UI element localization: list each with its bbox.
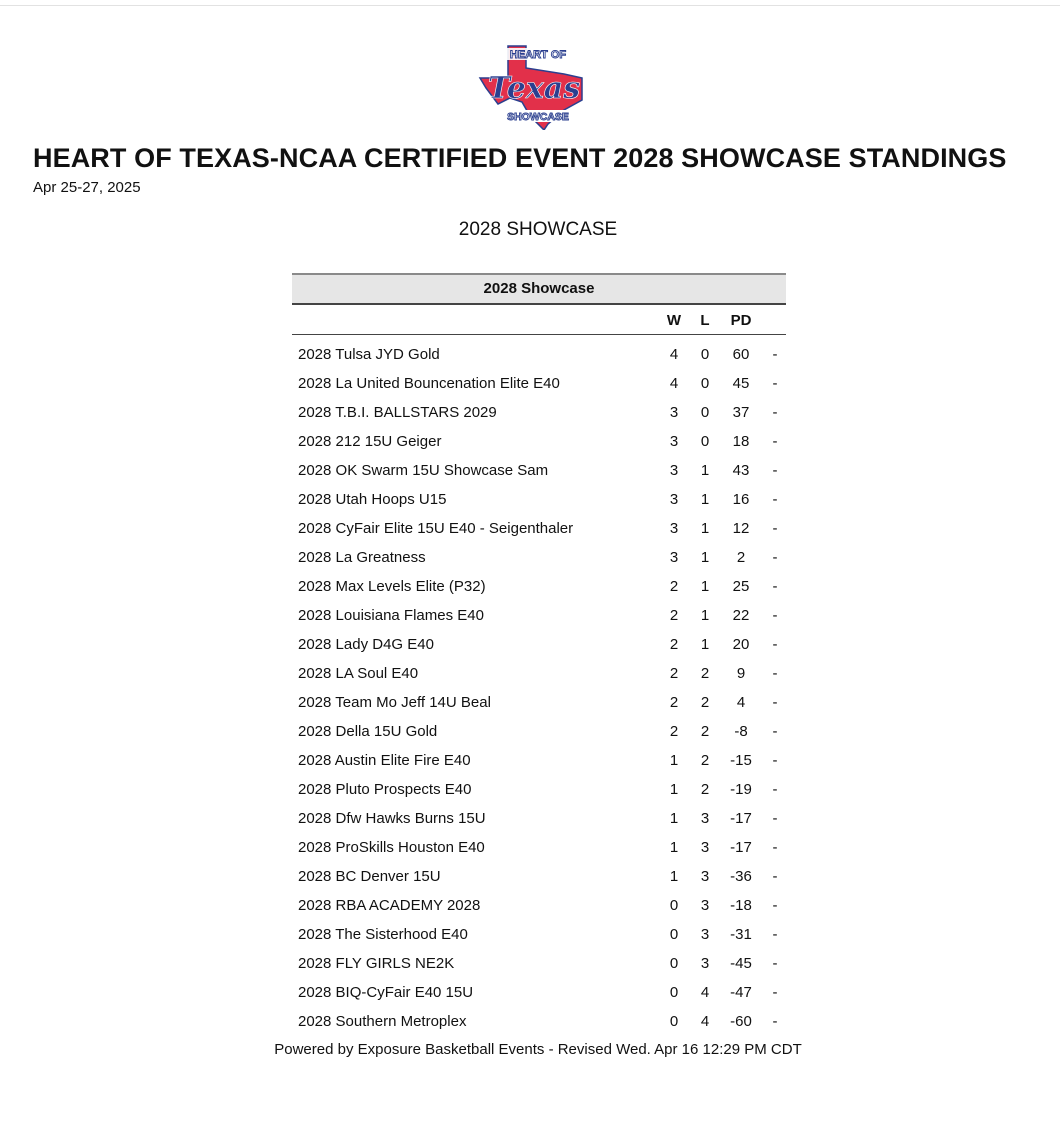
team-name: 2028 Southern Metroplex: [298, 1013, 467, 1030]
losses-cell: 1: [700, 578, 710, 595]
wins-cell: 1: [669, 868, 679, 885]
losses-cell: 1: [700, 549, 710, 566]
team-name: 2028 La United Bouncenation Elite E40: [298, 375, 560, 392]
team-name: 2028 Della 15U Gold: [298, 723, 438, 740]
point-diff-cell: -19: [730, 781, 752, 798]
table-row: [292, 977, 786, 1006]
team-name: 2028 LA Soul E40: [298, 665, 419, 682]
team-name: 2028 Louisiana Flames E40: [298, 607, 484, 624]
losses-cell: 2: [700, 723, 710, 740]
team-name: 2028 The Sisterhood E40: [298, 926, 468, 943]
point-diff-cell: 4: [736, 694, 746, 711]
wins-cell: 3: [669, 491, 679, 508]
point-diff-cell: 12: [732, 520, 750, 537]
column-headers: [292, 305, 786, 335]
logo-top-text: HEART OF: [509, 49, 567, 61]
division-heading: 2028 SHOWCASE: [458, 219, 618, 240]
point-diff-cell: 37: [732, 404, 750, 421]
wins-cell: 2: [669, 665, 679, 682]
col-header-l: L: [700, 312, 710, 329]
point-diff-cell: -15: [730, 752, 752, 769]
table-row: [292, 484, 786, 513]
table-row: [292, 774, 786, 803]
point-diff-cell: 60: [732, 346, 750, 363]
team-name: 2028 212 15U Geiger: [298, 433, 442, 450]
extra-cell: -: [772, 810, 778, 827]
extra-cell: -: [772, 897, 778, 914]
extra-cell: -: [772, 868, 778, 885]
wins-cell: 2: [669, 578, 679, 595]
extra-cell: -: [772, 607, 778, 624]
table-row: [292, 542, 786, 571]
heart-of-texas-logo: [478, 44, 588, 130]
table-row: [292, 919, 786, 948]
group-title: 2028 Showcase: [292, 273, 786, 305]
extra-cell: -: [772, 636, 778, 653]
wins-cell: 2: [669, 607, 679, 624]
extra-cell: -: [772, 462, 778, 479]
wins-cell: 0: [669, 897, 679, 914]
extra-cell: -: [772, 375, 778, 392]
team-name: 2028 BIQ-CyFair E40 15U: [298, 984, 474, 1001]
extra-cell: -: [772, 491, 778, 508]
event-dates: Apr 25-27, 2025: [33, 179, 141, 196]
standings-table: [292, 273, 786, 1035]
losses-cell: 1: [700, 491, 710, 508]
point-diff-cell: -17: [730, 810, 752, 827]
table-row: [292, 513, 786, 542]
extra-cell: -: [772, 839, 778, 856]
wins-cell: 0: [669, 984, 679, 1001]
table-row: [292, 890, 786, 919]
team-name: 2028 BC Denver 15U: [298, 868, 441, 885]
team-name: 2028 Tulsa JYD Gold: [298, 346, 440, 363]
standings-rows: [292, 335, 786, 1035]
extra-cell: -: [772, 955, 778, 972]
losses-cell: 3: [700, 955, 710, 972]
point-diff-cell: 2: [736, 549, 746, 566]
extra-cell: -: [772, 984, 778, 1001]
team-name: 2028 ProSkills Houston E40: [298, 839, 485, 856]
extra-cell: -: [772, 404, 778, 421]
team-name: 2028 RBA ACADEMY 2028: [298, 897, 481, 914]
wins-cell: 1: [669, 839, 679, 856]
wins-cell: 1: [669, 781, 679, 798]
extra-cell: -: [772, 433, 778, 450]
wins-cell: 1: [669, 810, 679, 827]
point-diff-cell: 22: [732, 607, 750, 624]
wins-cell: 3: [669, 549, 679, 566]
team-name: 2028 Dfw Hawks Burns 15U: [298, 810, 486, 827]
losses-cell: 1: [700, 607, 710, 624]
extra-cell: -: [772, 752, 778, 769]
losses-cell: 3: [700, 839, 710, 856]
wins-cell: 2: [669, 723, 679, 740]
table-row: [292, 861, 786, 890]
extra-cell: -: [772, 926, 778, 943]
table-row: [292, 716, 786, 745]
wins-cell: 0: [669, 926, 679, 943]
point-diff-cell: 45: [732, 375, 750, 392]
table-row: [292, 600, 786, 629]
losses-cell: 0: [700, 404, 710, 421]
wins-cell: 3: [669, 404, 679, 421]
team-name: 2028 T.B.I. BALLSTARS 2029: [298, 404, 497, 421]
table-row: [292, 745, 786, 774]
point-diff-cell: -45: [730, 955, 752, 972]
table-row: [292, 426, 786, 455]
point-diff-cell: -31: [730, 926, 752, 943]
extra-cell: -: [772, 346, 778, 363]
logo-script-text: Texas: [487, 71, 581, 106]
table-row: [292, 339, 786, 368]
losses-cell: 1: [700, 462, 710, 479]
point-diff-cell: -18: [730, 897, 752, 914]
wins-cell: 2: [669, 694, 679, 711]
table-row: [292, 803, 786, 832]
losses-cell: 0: [700, 433, 710, 450]
point-diff-cell: 43: [732, 462, 750, 479]
team-name: 2028 Lady D4G E40: [298, 636, 434, 653]
point-diff-cell: -8: [734, 723, 748, 740]
losses-cell: 4: [700, 984, 710, 1001]
extra-cell: -: [772, 578, 778, 595]
extra-cell: -: [772, 781, 778, 798]
team-name: 2028 Team Mo Jeff 14U Beal: [298, 694, 491, 711]
extra-cell: -: [772, 1013, 778, 1030]
point-diff-cell: 18: [732, 433, 750, 450]
table-row: [292, 629, 786, 658]
team-name: 2028 Max Levels Elite (P32): [298, 578, 486, 595]
extra-cell: -: [772, 723, 778, 740]
point-diff-cell: -60: [730, 1013, 752, 1030]
team-name: 2028 Austin Elite Fire E40: [298, 752, 471, 769]
extra-cell: -: [772, 665, 778, 682]
table-row: [292, 687, 786, 716]
point-diff-cell: 16: [732, 491, 750, 508]
extra-cell: -: [772, 694, 778, 711]
losses-cell: 2: [700, 665, 710, 682]
wins-cell: 3: [669, 462, 679, 479]
wins-cell: 3: [669, 520, 679, 537]
team-name: 2028 Pluto Prospects E40: [298, 781, 472, 798]
point-diff-cell: -17: [730, 839, 752, 856]
point-diff-cell: 20: [732, 636, 750, 653]
point-diff-cell: -36: [730, 868, 752, 885]
table-row: [292, 368, 786, 397]
losses-cell: 0: [700, 375, 710, 392]
losses-cell: 2: [700, 752, 710, 769]
wins-cell: 2: [669, 636, 679, 653]
logo-bottom-text: SHOWCASE: [507, 111, 569, 123]
team-name: 2028 OK Swarm 15U Showcase Sam: [298, 462, 549, 479]
losses-cell: 3: [700, 897, 710, 914]
col-header-w: W: [666, 312, 682, 329]
extra-cell: -: [772, 549, 778, 566]
team-name: 2028 Utah Hoops U15: [298, 491, 447, 508]
footer-credit: Powered by Exposure Basketball Events - Revised Wed. Apr 16 12:29 PM CDT: [274, 1041, 802, 1058]
losses-cell: 4: [700, 1013, 710, 1030]
wins-cell: 0: [669, 955, 679, 972]
wins-cell: 1: [669, 752, 679, 769]
table-row: [292, 658, 786, 687]
table-row: [292, 455, 786, 484]
point-diff-cell: 9: [736, 665, 746, 682]
losses-cell: 3: [700, 810, 710, 827]
event-title: HEART OF TEXAS-NCAA CERTIFIED EVENT 2028 SHOWCASE STANDINGS: [33, 143, 1007, 173]
wins-cell: 4: [669, 375, 679, 392]
point-diff-cell: -47: [730, 984, 752, 1001]
col-header-pd: PD: [730, 312, 752, 329]
losses-cell: 1: [700, 636, 710, 653]
losses-cell: 2: [700, 694, 710, 711]
losses-cell: 2: [700, 781, 710, 798]
team-name: 2028 La Greatness: [298, 549, 426, 566]
point-diff-cell: 25: [732, 578, 750, 595]
table-row: [292, 397, 786, 426]
wins-cell: 3: [669, 433, 679, 450]
losses-cell: 0: [700, 346, 710, 363]
table-row: [292, 1006, 786, 1035]
losses-cell: 1: [700, 520, 710, 537]
team-name: 2028 FLY GIRLS NE2K: [298, 955, 455, 972]
wins-cell: 4: [669, 346, 679, 363]
team-name: 2028 CyFair Elite 15U E40 - Seigenthaler: [298, 520, 574, 537]
table-row: [292, 832, 786, 861]
top-divider: [0, 5, 1060, 6]
losses-cell: 3: [700, 926, 710, 943]
losses-cell: 3: [700, 868, 710, 885]
wins-cell: 0: [669, 1013, 679, 1030]
extra-cell: -: [772, 520, 778, 537]
table-row: [292, 571, 786, 600]
table-row: [292, 948, 786, 977]
